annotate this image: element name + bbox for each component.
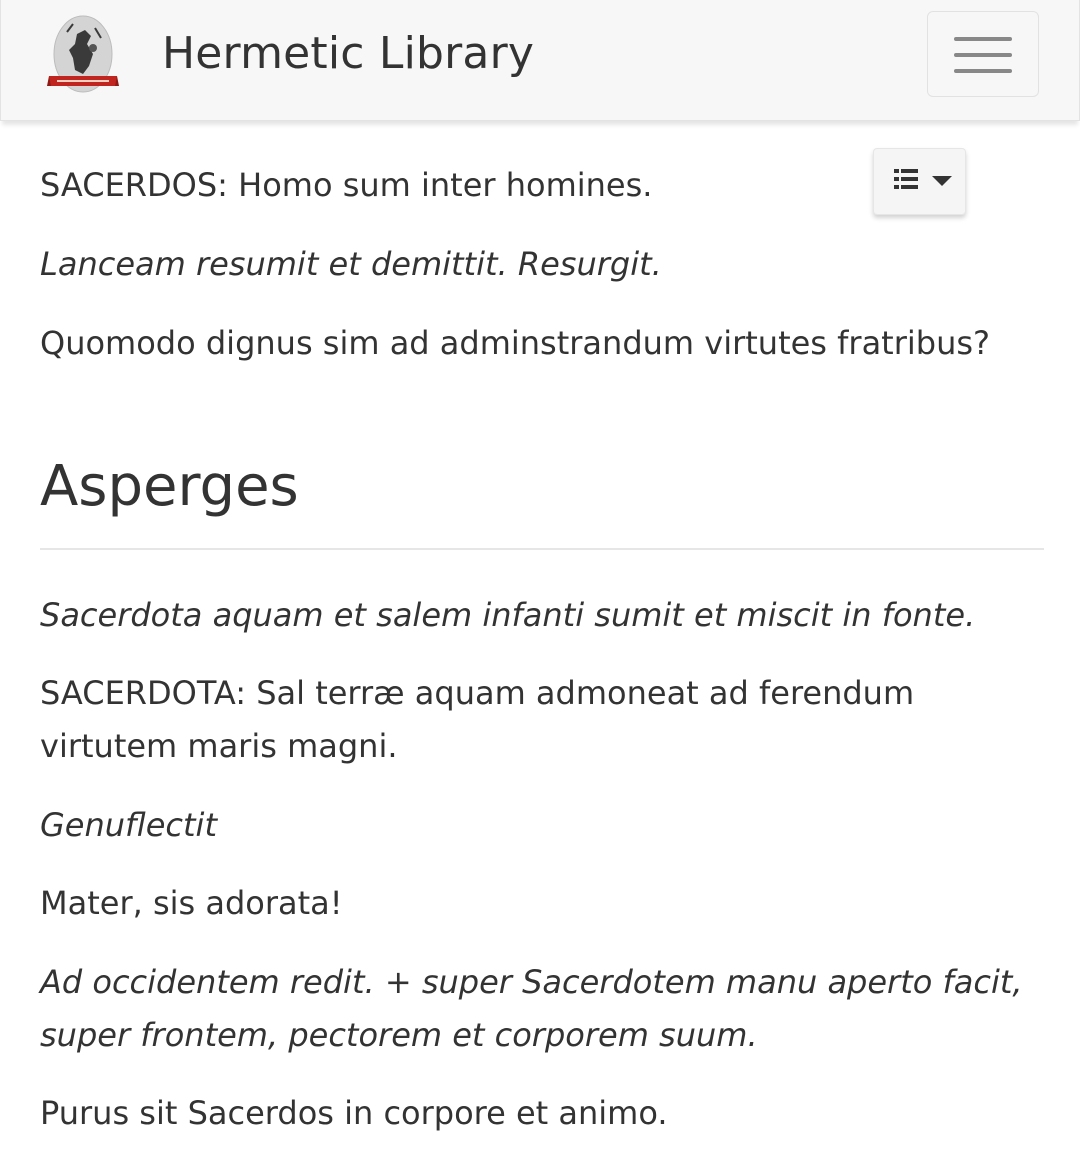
menu-toggle-button[interactable] [927, 11, 1039, 97]
heading-divider [40, 548, 1044, 550]
hermetic-library-logo-icon[interactable] [47, 14, 119, 94]
caret-down-icon [932, 176, 952, 186]
stage-direction: Ad occidentem redit. + super Sacerdotem manu aperto facit, super frontem, pectorem et corporem suum. [40, 963, 1023, 1054]
stage-direction: Genuflectit [40, 806, 217, 844]
paragraph: SACERDOTA: Sal terræ aquam admoneat ad ferendum virtutem maris magni. [40, 674, 915, 765]
stage-direction: Sacerdota aquam et salem infanti sumit et miscit in fonte. [40, 596, 976, 634]
paragraph: Mater, sis adorata! [40, 884, 343, 922]
section-heading: Asperges [40, 454, 299, 519]
stage-direction: Lanceam resumit et demittit. Resurgit. [40, 245, 662, 283]
hamburger-menu-icon [954, 37, 1012, 41]
hamburger-menu-icon [954, 69, 1012, 73]
paragraph: Purus sit Sacerdos in corpore et animo. [40, 1094, 668, 1132]
site-title[interactable]: Hermetic Library [162, 28, 535, 79]
list-icon [894, 169, 918, 189]
paragraph: Quomodo dignus sim ad adminstrandum virtutes fratribus? [40, 324, 991, 362]
table-of-contents-button[interactable] [873, 148, 966, 215]
hamburger-menu-icon [954, 53, 1012, 57]
paragraph: SACERDOS: Homo sum inter homines. [40, 166, 653, 204]
navbar [0, 0, 1080, 121]
